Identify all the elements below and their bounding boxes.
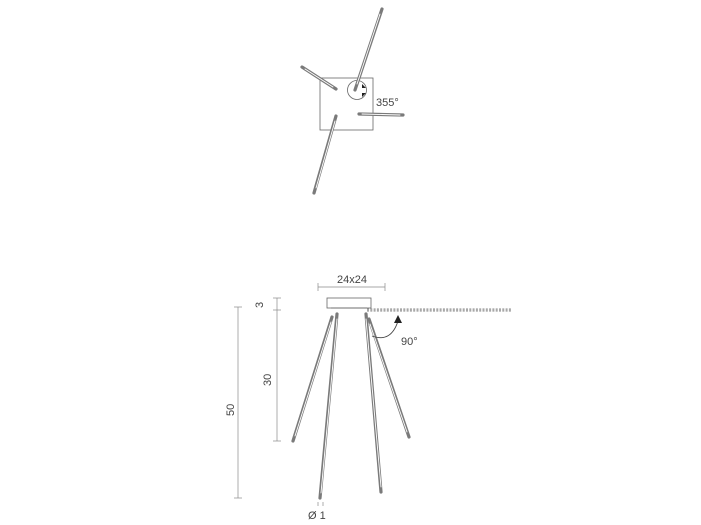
- canopy-height-label: 3: [254, 301, 266, 308]
- canopy-height-dimension: [273, 298, 281, 310]
- rod-top-3: [359, 114, 403, 115]
- rod-side-3: [366, 314, 381, 492]
- rotation-label: 355°: [376, 97, 399, 109]
- canopy-side: [327, 298, 371, 308]
- total-height-dimension: [234, 307, 242, 498]
- diameter-label: Ø 1: [308, 510, 326, 522]
- top-view: [302, 9, 403, 193]
- side-view: [225, 274, 512, 522]
- total-height-label: 50: [225, 403, 237, 416]
- rod-top-4: [314, 116, 336, 193]
- tilt-arrow-icon: [394, 315, 402, 323]
- canopy-plate-top: [320, 78, 373, 130]
- arm-height-label: 30: [262, 373, 274, 386]
- diameter-ticks: [318, 502, 323, 506]
- rod-side-2: [320, 314, 337, 498]
- width-label: 24x24: [337, 274, 367, 286]
- tilt-label: 90°: [401, 336, 418, 348]
- arm-height-dimension: [273, 310, 281, 441]
